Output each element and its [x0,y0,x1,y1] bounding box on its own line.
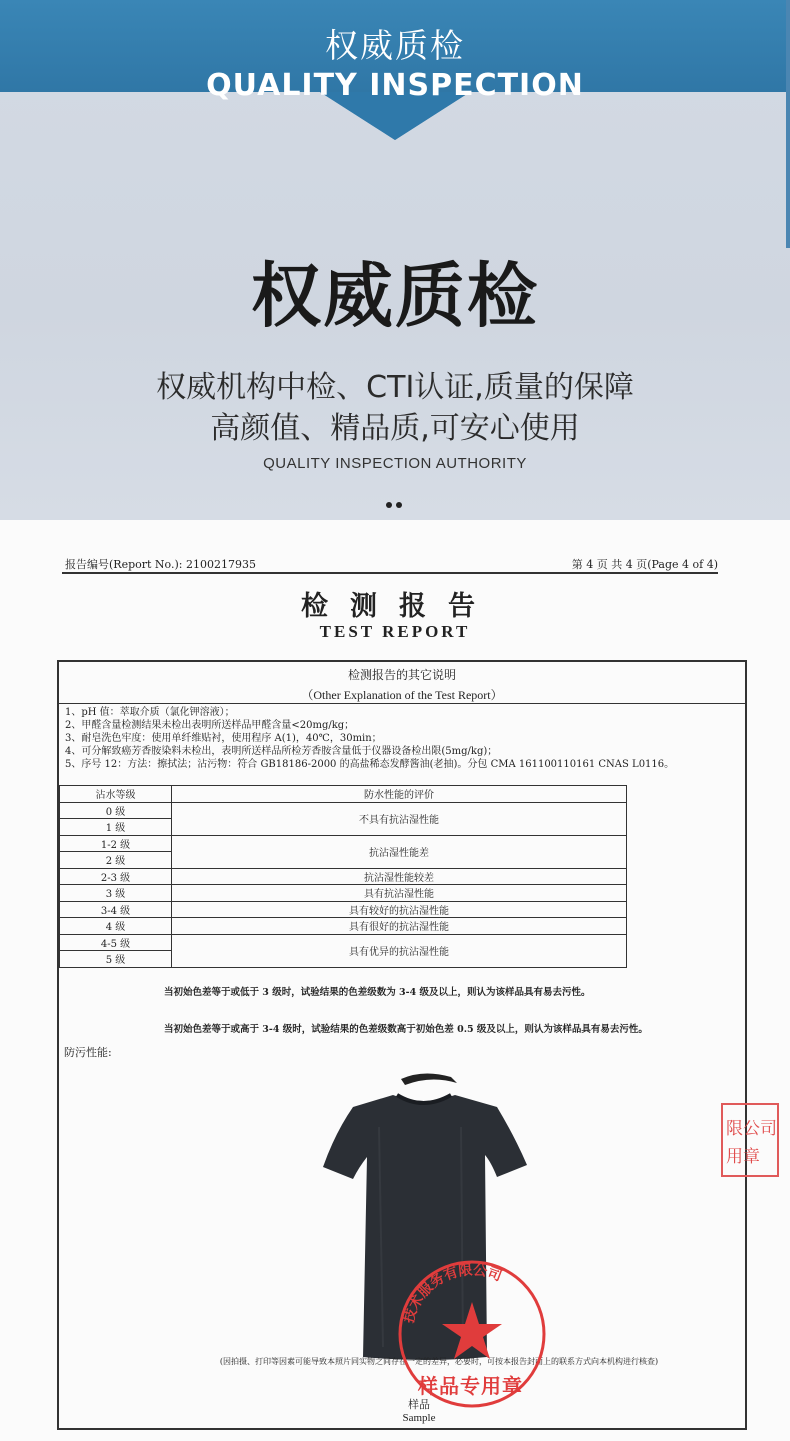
section-title-cn: 检测报告的其它说明 [347,668,456,682]
table-row [60,934,627,951]
grade-cell: 0 级 [60,802,172,819]
eval-cell: 具有优异的抗沾湿性能 [172,934,627,967]
section-header [59,662,745,704]
column-header: 防水性能的评价 [172,786,627,803]
authority-caption: QUALITY INSPECTION AUTHORITY [263,455,527,472]
table-row [60,835,627,852]
dots-decoration [386,502,406,510]
report-title-cn: 检测报告 [301,591,497,622]
test-report-document [0,520,790,1441]
grade-cell: 4 级 [60,918,172,935]
table-header-row [60,786,627,803]
ribbon-subtitle: QUALITY INSPECTION [206,68,584,103]
sample-label-cn: 样品 [408,1398,430,1411]
table-row [60,885,627,902]
stain-resistance-label: 防污性能: [64,1046,112,1059]
page-indicator: 第 4 页 共 4 页(Page 4 of 4) [571,558,718,571]
report-number: 报告编号(Report No.): 2100217935 [65,558,256,571]
note-item: 3、耐皂洗色牢度：使用单纤维贴衬，使用程序 A(1)，40℃，30min； [65,733,382,744]
eval-cell: 具有很好的抗沾湿性能 [172,918,627,935]
eval-cell: 不具有抗沾湿性能 [172,802,627,835]
table-row [60,868,627,885]
stain-rule-2: 当初始色差等于或高于 3-4 级时，试验结果的色差级数高于初始色差 0.5 级及以上，则认为该样品具有易去污性。 [164,1024,648,1035]
grade-cell: 2-3 级 [60,868,172,885]
grade-cell: 4-5 级 [60,934,172,951]
note-item: 1、pH 值：萃取介质（氯化钾溶液）； [65,707,235,718]
report-title-en: TEST REPORT [319,622,471,641]
table-row [60,918,627,935]
section-title-en: （Other Explanation of the Test Report） [301,688,503,702]
stamp-text: 用章 [726,1147,760,1167]
eval-cell: 抗沾湿性能较差 [172,868,627,885]
svg-text:技术服务有限公司: 技术服务有限公司 [401,1262,505,1326]
grade-cell: 3 级 [60,885,172,902]
stain-rule-1: 当初始色差等于或低于 3 级时，试验结果的色差级数为 3-4 级及以上，则认为该样品具有易去污性。 [164,987,591,998]
tagline-2: 高颜值、精品质,可安心使用 [210,411,580,446]
water-grade-table [59,785,627,968]
sample-label-en: Sample [402,1412,436,1424]
eval-cell: 具有较好的抗沾湿性能 [172,901,627,918]
eval-cell: 抗沾湿性能差 [172,835,627,868]
grade-cell: 5 级 [60,951,172,968]
table-row [60,802,627,819]
tagline-1: 权威机构中检、CTI认证,质量的保障 [156,370,634,405]
ribbon-title: 权威质检 [325,26,465,65]
page-title: 权威质检 [251,255,539,337]
grade-cell: 3-4 级 [60,901,172,918]
note-item: 2、甲醛含量检测结果未检出表明所送样品甲醛含量<20mg/kg； [65,720,355,731]
eval-cell: 具有抗沾湿性能 [172,885,627,902]
table-row [60,901,627,918]
grade-cell: 2 级 [60,852,172,869]
dot [386,502,392,508]
banner [0,0,790,520]
company-stamp-fragment [720,1098,780,1188]
dot [396,502,402,508]
stamp-text: 限公司 [726,1119,777,1139]
header-divider [62,572,718,574]
edge-accent [786,0,790,248]
grade-cell: 1 级 [60,819,172,836]
photo-disclaimer: (因拍摄、打印等因素可能导致本照片同实物之间存在一定的差异，必要时，可按本报告封面上的联系方式向本机构进行核查) [219,1357,659,1366]
grade-cell: 1-2 级 [60,835,172,852]
notes-list [65,706,790,771]
note-item: 5、序号 12：方法：擦拭法；沾污物：符合 GB18186-2000 的高盐稀态发酵酱油(老抽)。分包 CMA 161100110161 CNAS L0116。 [65,759,675,770]
note-item: 4、可分解致癌芳香胺染料未检出，表明所送样品所检芳香胺含量低于仪器设备检出限(5mg/kg)； [65,746,498,757]
column-header: 沾水等级 [60,786,172,803]
seal-label: 样品专用章 [418,1374,523,1398]
